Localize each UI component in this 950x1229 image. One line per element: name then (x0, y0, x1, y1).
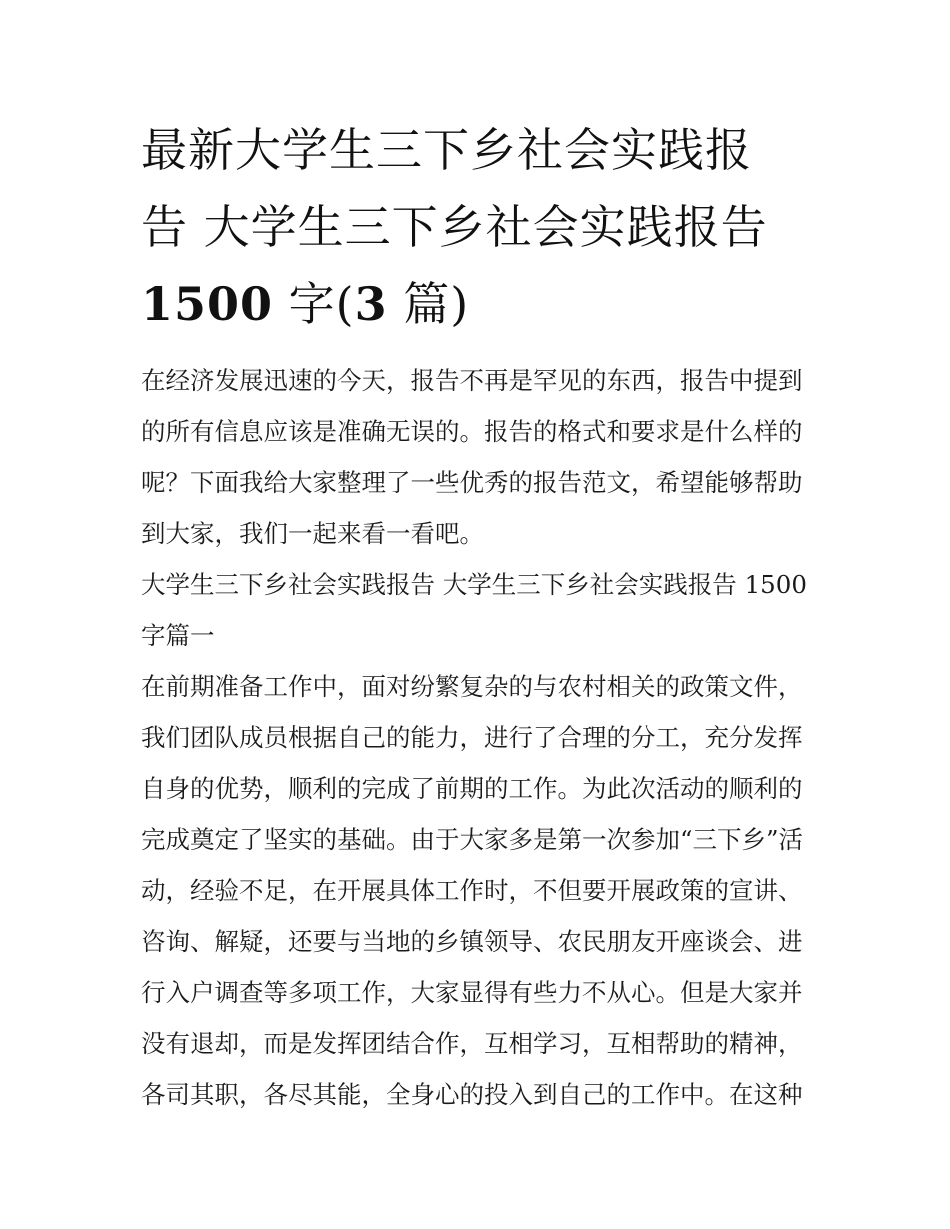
title-number: 1500 (141, 277, 274, 331)
title-line-2: 告 大学生三下乡社会实践报告 (141, 200, 768, 254)
intro-paragraph: 在经济发展迅速的今天，报告不再是罕见的东西，报告中提到的所有信息应该是准确无误的。报告的格式和要求是什么样的呢？下面我给大家整理了一些优秀的报告范文，希望能够帮助到大家，我们一起来看一看吧。 (141, 366, 803, 548)
section-heading: 大学生三下乡社会实践报告 大学生三下乡社会实践报告 1500字篇一 (141, 570, 807, 650)
title-char-suffix: 篇) (387, 277, 470, 331)
title-count: 3 (354, 277, 388, 331)
document-title (141, 112, 813, 343)
document-page (141, 112, 813, 1120)
title-line-1: 最新大学生三下乡社会实践报 (141, 123, 752, 177)
title-char-unit: 字( (273, 277, 355, 331)
body-paragraph: 在前期准备工作中，面对纷繁复杂的与农村相关的政策文件，我们团队成员根据自己的能力，进行了合理的分工，充分发挥自身的优势，顺利的完成了前期的工作。为此次活动的顺利的完成奠定了坚实的基础。由于大家多是第一次参加“三下乡”活动，经验不足，在开展具体工作时，不但要开展政策的宣讲、咨询、解疑，还要与当地的乡镇领导、农民朋友开座谈会、进行入户调查等多项工作，大家显得有些力不从心。但是大家并没有退却，而是发挥团结合作，互相学习，互相帮助的精神，各司其职，各尽其能，全身心的投入到自己的工作中。在这种 (141, 672, 804, 1109)
